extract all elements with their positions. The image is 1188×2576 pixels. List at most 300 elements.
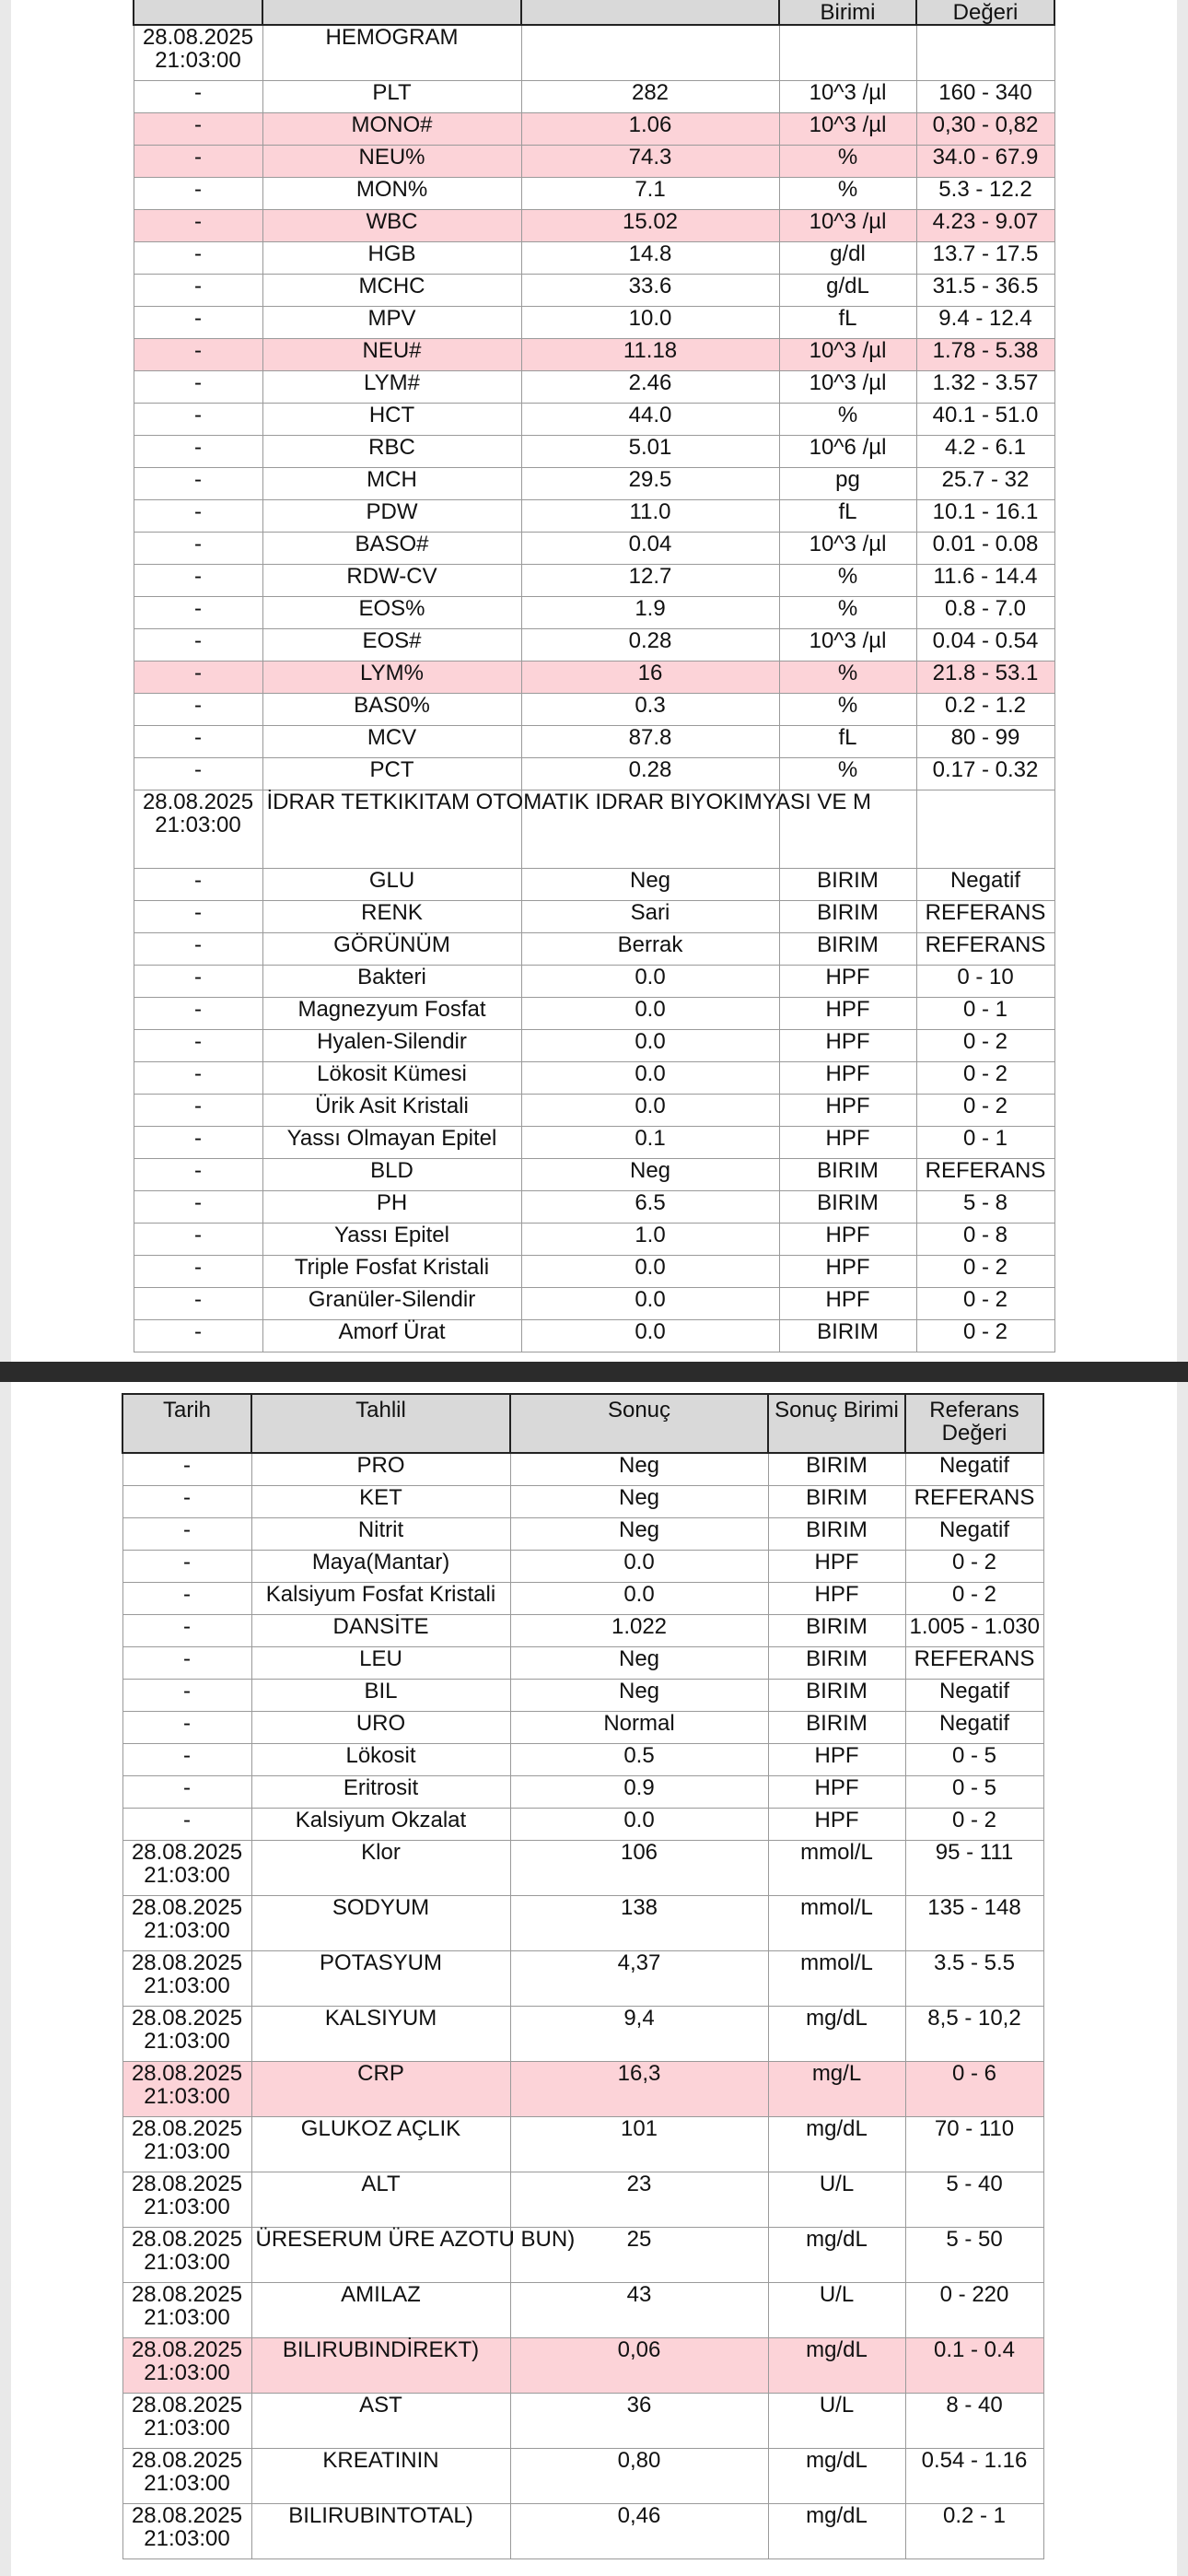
page-separator [0,1362,1188,1382]
cell-date-day: 28.08.2025 [131,2282,243,2307]
cell-test: BILIRUBINDİREKT) [251,2338,510,2394]
cell-ref: 0 - 1 [916,998,1054,1030]
table-row [134,339,1054,371]
cell-test: POTASYUM [251,1951,510,2007]
cell-test: MONO# [262,113,521,146]
table-row [134,242,1054,275]
cell-date: - [134,1030,262,1062]
cell-ref: 80 - 99 [916,726,1054,758]
cell-unit: 10^3 /µl [779,113,916,146]
cell-date: - [122,1583,251,1615]
table-row [134,901,1054,933]
cell-date: - [122,1744,251,1776]
cell-result: 12.7 [521,565,779,597]
table-row [134,1288,1054,1320]
table-row [134,597,1054,629]
cell-ref: 13.7 - 17.5 [916,242,1054,275]
table-row [122,1551,1043,1583]
cell-test: MCH [262,468,521,500]
table-row [122,2504,1043,2559]
cell-test: HGB [262,242,521,275]
cell-unit: % [779,146,916,178]
cell-ref: 0 - 2 [916,1095,1054,1127]
cell-ref: 0.2 - 1 [905,2504,1043,2559]
cell-date [122,1841,251,1896]
table-row [134,1030,1054,1062]
header-ref-label: Değeri [952,0,1019,25]
cell-test: AST [251,2394,510,2449]
cell-unit: % [779,694,916,726]
cell-ref: 0 - 2 [916,1256,1054,1288]
cell-date [122,1951,251,2007]
page-edge-left [0,0,11,2576]
cell-result: 0.28 [521,758,779,790]
cell-unit: % [779,758,916,790]
cell-unit: HPF [768,1809,905,1841]
cell-unit: BIRIM [768,1712,905,1744]
cell-unit: 10^3 /µl [779,629,916,662]
table-header [134,0,1054,25]
cell-date: - [134,1062,262,1095]
cell-date-time: 21:03:00 [155,813,241,837]
cell-unit: BIRIM [768,1615,905,1647]
cell-date: - [122,1518,251,1551]
cell-result: 87.8 [521,726,779,758]
cell-result: 33.6 [521,275,779,307]
cell-unit: HPF [779,1256,916,1288]
cell-unit: mg/dL [768,2449,905,2504]
cell-date-time: 21:03:00 [144,2029,230,2054]
cell-date-day: 28.08.2025 [142,790,254,814]
table-row [134,662,1054,694]
cell-test: KREATININ [251,2449,510,2504]
cell-test: PCT [262,758,521,790]
cell-test: PLT [262,81,521,113]
cell-unit: HPF [768,1551,905,1583]
cell-unit: HPF [779,1224,916,1256]
cell-result: Neg [510,1647,768,1680]
cell-ref: 40.1 - 51.0 [916,404,1054,436]
cell-test: MCHC [262,275,521,307]
cell-ref: 0.2 - 1.2 [916,694,1054,726]
cell-result: 9,4 [510,2007,768,2062]
cell-date: - [122,1809,251,1841]
cell-unit: % [779,597,916,629]
cell-test: RENK [262,901,521,933]
cell-unit: mg/dL [768,2504,905,2559]
cell-date-day: 28.08.2025 [131,1950,243,1975]
cell-date: - [134,436,262,468]
table-row [122,1583,1043,1615]
cell-unit: HPF [779,1062,916,1095]
table-row [134,404,1054,436]
cell-test: LYM% [262,662,521,694]
cell-date-time: 21:03:00 [144,2250,230,2275]
cell-result: 44.0 [521,404,779,436]
cell-result: 11.18 [521,339,779,371]
cell-test: EOS# [262,629,521,662]
cell-unit: mg/dL [768,2228,905,2283]
table-row [134,1224,1054,1256]
cell-date: - [122,1551,251,1583]
cell-ref: 0 - 2 [905,1551,1043,1583]
cell-result: 1.9 [521,597,779,629]
cell-unit: g/dL [779,275,916,307]
cell-unit: mmol/L [768,1841,905,1896]
cell-date-day: 28.08.2025 [131,2172,243,2196]
cell-result: 0.0 [521,1030,779,1062]
cell-date [122,2504,251,2559]
cell-result: 11.0 [521,500,779,533]
cell-ref: 0 - 2 [916,1320,1054,1352]
cell-result: 14.8 [521,242,779,275]
cell-ref: 9.4 - 12.4 [916,307,1054,339]
cell-result: Neg [521,869,779,901]
cell-test: BLD [262,1159,521,1191]
cell-date: - [134,869,262,901]
cell-ref: REFERANS [916,933,1054,966]
cell-result: 0.28 [521,629,779,662]
cell-test: Yassı Olmayan Epitel [262,1127,521,1159]
cell-ref: Negatif [905,1680,1043,1712]
header-unit: Sonuç Birimi [768,1394,905,1453]
cell-date-day: 28.08.2025 [131,2227,243,2252]
cell-result: 0,46 [510,2504,768,2559]
cell-test: HCT [262,404,521,436]
cell-ref: 25.7 - 32 [916,468,1054,500]
cell-result: Berrak [521,933,779,966]
table-row [122,1680,1043,1712]
cell-date-day: 28.08.2025 [131,2448,243,2473]
table-row [134,113,1054,146]
cell-ref: 0 - 1 [916,1127,1054,1159]
cell-result: 36 [510,2394,768,2449]
cell-unit: % [779,404,916,436]
cell-unit: BIRIM [779,1191,916,1224]
cell-date: - [134,1095,262,1127]
cell-ref: 0 - 2 [916,1062,1054,1095]
cell-result: 0,80 [510,2449,768,2504]
cell-test: Magnezyum Fosfat [262,998,521,1030]
table-row [122,2338,1043,2394]
cell-ref: 0 - 10 [916,966,1054,998]
cell-ref: 0.01 - 0.08 [916,533,1054,565]
cell-unit: HPF [768,1583,905,1615]
cell-unit: BIRIM [768,1518,905,1551]
cell-date [122,2449,251,2504]
cell-ref: Negatif [916,869,1054,901]
cell-result: 10.0 [521,307,779,339]
lab-results-table-2 [122,1393,1044,2559]
cell-result: 7.1 [521,178,779,210]
table-row [134,25,1054,81]
cell-unit: HPF [779,1288,916,1320]
cell-result: 6.5 [521,1191,779,1224]
cell-unit: g/dl [779,242,916,275]
cell-test: PRO [251,1453,510,1486]
cell-result: 138 [510,1896,768,1951]
table-row [122,2394,1043,2449]
cell-result: 0,06 [510,2338,768,2394]
cell-date: - [134,662,262,694]
table-row [134,275,1054,307]
cell-result: 282 [521,81,779,113]
cell-ref: 0 - 2 [905,1583,1043,1615]
cell-result: 2.46 [521,371,779,404]
cell-ref: 8 - 40 [905,2394,1043,2449]
cell-test: NEU# [262,339,521,371]
cell-result: 23 [510,2172,768,2228]
cell-test: EOS% [262,597,521,629]
cell-ref: 0,30 - 0,82 [916,113,1054,146]
cell-ref: 0 - 2 [916,1030,1054,1062]
cell-result: 0.5 [510,1744,768,1776]
cell-result: 74.3 [521,146,779,178]
table-row [122,2449,1043,2504]
table-row [122,1841,1043,1896]
cell-ref: 0.8 - 7.0 [916,597,1054,629]
cell-result: 0.0 [521,966,779,998]
cell-result: 1.06 [521,113,779,146]
table-row [122,1809,1043,1841]
cell-unit: BIRIM [768,1647,905,1680]
cell-ref: 1.005 - 1.030 [905,1615,1043,1647]
cell-ref: 1.78 - 5.38 [916,339,1054,371]
cell-date: - [134,758,262,790]
cell-result: 0.0 [521,1320,779,1352]
cell-date-day: 28.08.2025 [131,2006,243,2031]
cell-test: ALT [251,2172,510,2228]
table-row [134,371,1054,404]
table-row [122,2007,1043,2062]
cell-unit: mg/dL [768,2007,905,2062]
cell-date [134,25,262,81]
table-row [134,1256,1054,1288]
cell-result: 25 [510,2228,768,2283]
cell-date [134,790,262,869]
cell-ref: REFERANS [916,1159,1054,1191]
table-body-1 [134,25,1054,1352]
table-row [134,436,1054,468]
header-test [262,0,521,25]
cell-date-time: 21:03:00 [144,2305,230,2330]
cell-test: Hyalen-Silendir [262,1030,521,1062]
cell-date: - [134,1320,262,1352]
cell-unit: BIRIM [779,901,916,933]
cell-unit: % [779,662,916,694]
cell-test: AMILAZ [251,2283,510,2338]
cell-test: Yassı Epitel [262,1224,521,1256]
cell-result: Sari [521,901,779,933]
cell-date-time: 21:03:00 [144,2360,230,2385]
cell-ref: 0 - 8 [916,1224,1054,1256]
cell-ref: 10.1 - 16.1 [916,500,1054,533]
cell-test: Klor [251,1841,510,1896]
cell-unit: BIRIM [768,1486,905,1518]
cell-result: Neg [510,1486,768,1518]
cell-ref: REFERANS [905,1647,1043,1680]
cell-test: GLU [262,869,521,901]
cell-result: 0.0 [521,1062,779,1095]
cell-ref: 0 - 220 [905,2283,1043,2338]
cell-date-day: 28.08.2025 [142,25,254,50]
cell-unit: mg/L [768,2062,905,2117]
cell-result: 0.0 [510,1583,768,1615]
cell-unit: mg/dL [768,2117,905,2172]
cell-ref [916,790,1054,869]
cell-date: - [134,339,262,371]
cell-date-time: 21:03:00 [144,1863,230,1888]
cell-result: 0.0 [521,1288,779,1320]
cell-date: - [134,404,262,436]
cell-test: GÖRÜNÜM [262,933,521,966]
cell-date-time: 21:03:00 [144,1973,230,1998]
table-row [134,468,1054,500]
cell-test: Ürik Asit Kristali [262,1095,521,1127]
cell-test: Bakteri [262,966,521,998]
cell-result: 0.0 [521,998,779,1030]
table-row [134,933,1054,966]
cell-date-day: 28.08.2025 [131,2337,243,2362]
cell-test: WBC [262,210,521,242]
table-row [134,1095,1054,1127]
cell-date [122,2228,251,2283]
cell-date-time: 21:03:00 [144,2471,230,2496]
cell-test: BAS0% [262,694,521,726]
header-test: Tahlil [251,1394,510,1453]
cell-date: - [134,1127,262,1159]
table-row [134,694,1054,726]
cell-date: - [134,726,262,758]
cell-test: Nitrit [251,1518,510,1551]
cell-ref: 0.04 - 0.54 [916,629,1054,662]
cell-unit: 10^3 /µl [779,533,916,565]
cell-ref: 31.5 - 36.5 [916,275,1054,307]
table-row [122,1647,1043,1680]
cell-test: Maya(Mantar) [251,1551,510,1583]
table-row [122,1776,1043,1809]
table-row [134,1062,1054,1095]
table-row [134,1320,1054,1352]
table-row [134,565,1054,597]
cell-date: - [134,629,262,662]
table-row [134,869,1054,901]
cell-date-time: 21:03:00 [144,2416,230,2441]
table-body-2 [122,1453,1043,2559]
cell-date: - [122,1647,251,1680]
cell-unit: U/L [768,2172,905,2228]
cell-unit: fL [779,307,916,339]
cell-date: - [134,210,262,242]
cell-result: 0.0 [510,1809,768,1841]
cell-unit: BIRIM [779,1159,916,1191]
cell-ref: Negatif [905,1518,1043,1551]
table-row [134,629,1054,662]
cell-test: Lökosit [251,1744,510,1776]
table-row [134,307,1054,339]
cell-result: 4,37 [510,1951,768,2007]
cell-unit [779,25,916,81]
cell-date: - [122,1486,251,1518]
cell-date: - [134,1224,262,1256]
cell-date: - [134,371,262,404]
cell-unit: U/L [768,2394,905,2449]
cell-date-day: 28.08.2025 [131,2116,243,2141]
cell-unit: 10^3 /µl [779,210,916,242]
cell-date-time: 21:03:00 [144,2084,230,2109]
cell-unit: % [779,178,916,210]
cell-ref: 160 - 340 [916,81,1054,113]
cell-ref [916,25,1054,81]
cell-ref: 5 - 40 [905,2172,1043,2228]
cell-test: KET [251,1486,510,1518]
cell-ref: 95 - 111 [905,1841,1043,1896]
table-row [122,1951,1043,2007]
cell-unit: HPF [779,966,916,998]
cell-result: 0.3 [521,694,779,726]
cell-date-day: 28.08.2025 [131,1840,243,1865]
cell-date-time: 21:03:00 [144,2195,230,2219]
cell-result: 15.02 [521,210,779,242]
cell-ref: 0 - 2 [905,1809,1043,1841]
report-page-1 [11,0,1177,1362]
cell-result: 0.0 [510,1551,768,1583]
cell-test: Kalsiyum Okzalat [251,1809,510,1841]
cell-date-day: 28.08.2025 [131,2503,243,2528]
header-result: Sonuç [510,1394,768,1453]
cell-test: BIL [251,1680,510,1712]
table-row [134,500,1054,533]
cell-test: BASO# [262,533,521,565]
cell-test: PH [262,1191,521,1224]
cell-date: - [134,113,262,146]
cell-test: SODYUM [251,1896,510,1951]
cell-ref: 4.2 - 6.1 [916,436,1054,468]
table-row [134,790,1054,869]
cell-date [122,2338,251,2394]
header-result [521,0,779,25]
table-row [134,758,1054,790]
cell-test: Eritrosit [251,1776,510,1809]
cell-date: - [134,500,262,533]
cell-unit: HPF [779,1127,916,1159]
cell-result: 0.0 [521,1256,779,1288]
cell-date: - [134,1256,262,1288]
cell-date: - [122,1453,251,1486]
cell-result: Neg [510,1453,768,1486]
cell-ref: Negatif [905,1712,1043,1744]
cell-result: Neg [510,1680,768,1712]
cell-date: - [134,694,262,726]
table-row [122,1744,1043,1776]
cell-unit: HPF [779,1095,916,1127]
cell-test: BILIRUBINTOTAL) [251,2504,510,2559]
cell-unit: 10^6 /µl [779,436,916,468]
cell-date: - [134,998,262,1030]
cell-test: URO [251,1712,510,1744]
cell-test: PDW [262,500,521,533]
cell-date: - [134,178,262,210]
cell-test: Triple Fosfat Kristali [262,1256,521,1288]
cell-date: - [134,933,262,966]
cell-unit: mmol/L [768,1951,905,2007]
cell-unit: BIRIM [779,869,916,901]
cell-date: - [134,597,262,629]
cell-date: - [134,1191,262,1224]
header-date: Tarih [122,1394,251,1453]
cell-unit: U/L [768,2283,905,2338]
table-row [134,146,1054,178]
